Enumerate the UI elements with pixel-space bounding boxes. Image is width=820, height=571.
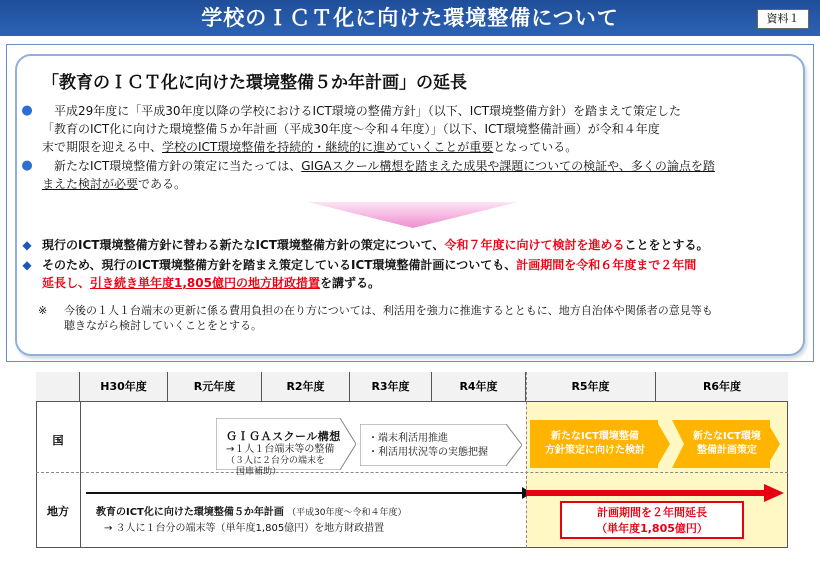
plan-formulation-line1: 新たなICT環境 bbox=[693, 431, 761, 442]
bullet2-line2b: である。 bbox=[138, 177, 187, 191]
note-line2: 聴きながら検討していくことをとする。 bbox=[64, 319, 262, 332]
bullet1-line3a: 末で期限を迎える中、 bbox=[42, 140, 163, 154]
bullet1-line2: 「教育のICT化に向けた環境整備５か年計画（平成30年度～令和４年度）」（以下、ICT環境整備計画）が令和４年度 bbox=[42, 122, 660, 136]
note-line1: 今後の１人１台端末の更新に係る費用負担の在り方については、利活用を強力に推進するとともに、地方自治体や関係者の意見等も bbox=[64, 304, 713, 317]
policy-study-line1: 新たなICT環境整備 bbox=[551, 431, 639, 442]
usage-line2: ・利活用状況等の実態把握 bbox=[368, 447, 488, 458]
plan-line1b: （平成30年度～令和４年度） bbox=[287, 508, 407, 518]
row-label-local: 地方 bbox=[47, 505, 69, 518]
bullet2-line1-emphasis: GIGAスクール構想を踏まえた成果や課題についての検証や、多くの論点を踏 bbox=[301, 159, 715, 173]
giga-text bbox=[226, 430, 352, 478]
document-badge: 資料１ bbox=[757, 9, 809, 29]
extension-line1: 計画期間を２年間延長 bbox=[597, 506, 707, 519]
five-year-plan-text bbox=[96, 505, 526, 536]
bullet1-line3c: となっている。 bbox=[493, 140, 578, 154]
diamond2-text: そのため、現行のICT環境整備方針を踏まえ策定しているICT環境整備計画についても、 bbox=[42, 258, 517, 272]
giga-line1: ＧＩＧＡスクール構想 bbox=[226, 430, 341, 443]
note-mark: ※ bbox=[38, 304, 48, 317]
diamond-bullet-icon: ◆ bbox=[22, 238, 32, 252]
bullet2-line1a: 新たなICT環境整備方針の策定に当たっては、 bbox=[42, 159, 302, 173]
diamond2-red-text: 計画期間を令和６年度まで２年間 bbox=[516, 258, 697, 272]
diamond-bullet-icon: ◆ bbox=[22, 258, 32, 272]
header-r4: R4年度 bbox=[432, 372, 526, 402]
plan-line1a: 教育のICT化に向けた環境整備５か年計画 bbox=[96, 507, 284, 518]
bullet-dot-icon: ● bbox=[21, 103, 33, 118]
page-title: 学校のＩＣＴ化に向けた環境整備について bbox=[201, 6, 619, 30]
header-r3: R3年度 bbox=[350, 372, 432, 402]
header-r5: R5年度 bbox=[526, 372, 656, 402]
down-arrow-icon bbox=[308, 202, 518, 228]
usage-line1: ・端末利活用推進 bbox=[368, 433, 448, 444]
extension-line2: （単年度1,805億円） bbox=[596, 522, 708, 535]
diamond2-line2-red: 延長し、 bbox=[42, 276, 91, 290]
bullet1-line1: 平成29年度に「平成30年度以降の学校におけるICT環境の整備方針」（以下、ICT環境整備方針）を踏まえて策定した bbox=[42, 104, 682, 118]
row-label-national: 国 bbox=[52, 434, 64, 447]
giga-line4: 国庫補助） bbox=[236, 467, 282, 477]
usage-text bbox=[368, 432, 518, 460]
diamond1-text: 現行のICT環境整備方針に替わる新たなICT環境整備方針の策定について、 bbox=[42, 238, 445, 252]
footnote bbox=[38, 303, 798, 333]
extension-box bbox=[560, 501, 744, 539]
period-divider bbox=[526, 372, 527, 548]
policy-study-line2: 方針策定に向けた検討 bbox=[545, 445, 645, 456]
bullet1-line3-emphasis: 学校のICT環境整備を持続的・継続的に進めていくことが重要 bbox=[162, 140, 494, 154]
diamond1-tail: ことをとする。 bbox=[624, 238, 709, 252]
row-divider bbox=[36, 472, 788, 473]
header-empty-cell bbox=[36, 372, 80, 402]
diamond-paragraph-2 bbox=[18, 256, 798, 292]
bullet-paragraph-2 bbox=[18, 157, 798, 193]
bullet-paragraph-1 bbox=[18, 102, 798, 156]
label-column-divider bbox=[80, 402, 81, 548]
plan-formulation-line2: 整備計画策定 bbox=[697, 445, 757, 456]
giga-line3: （３人に２台分の端末を bbox=[226, 456, 326, 466]
header-r1: R元年度 bbox=[168, 372, 262, 402]
bullet2-line2-emphasis: まえた検討が必要 bbox=[42, 177, 139, 191]
plan-line2: → ３人に１台分の端末等（単年度1,805億円）を地方財政措置 bbox=[104, 523, 385, 534]
diamond-paragraph-1 bbox=[18, 236, 798, 254]
card-title: 「教育のＩＣＴ化に向けた環境整備５か年計画」の延長 bbox=[42, 73, 467, 93]
header-r6: R6年度 bbox=[656, 372, 788, 402]
diamond2-line2-tail: を講ずる。 bbox=[319, 276, 380, 290]
header-r2: R2年度 bbox=[262, 372, 350, 402]
diamond2-line2-red-underline: 引き続き単年度1,805億円の地方財政措置 bbox=[90, 276, 320, 290]
giga-line2: →１人１台端末等の整備 bbox=[226, 444, 335, 455]
plan-timeline-arrows bbox=[86, 484, 786, 502]
diamond1-red-text: 令和７年度に向けて検討を進める bbox=[444, 238, 625, 252]
timeline-header-row bbox=[36, 372, 788, 402]
policy-study-box bbox=[532, 420, 658, 468]
bullet-dot-icon: ● bbox=[21, 158, 33, 173]
header-h30: H30年度 bbox=[80, 372, 168, 402]
plan-formulation-box bbox=[684, 420, 770, 468]
